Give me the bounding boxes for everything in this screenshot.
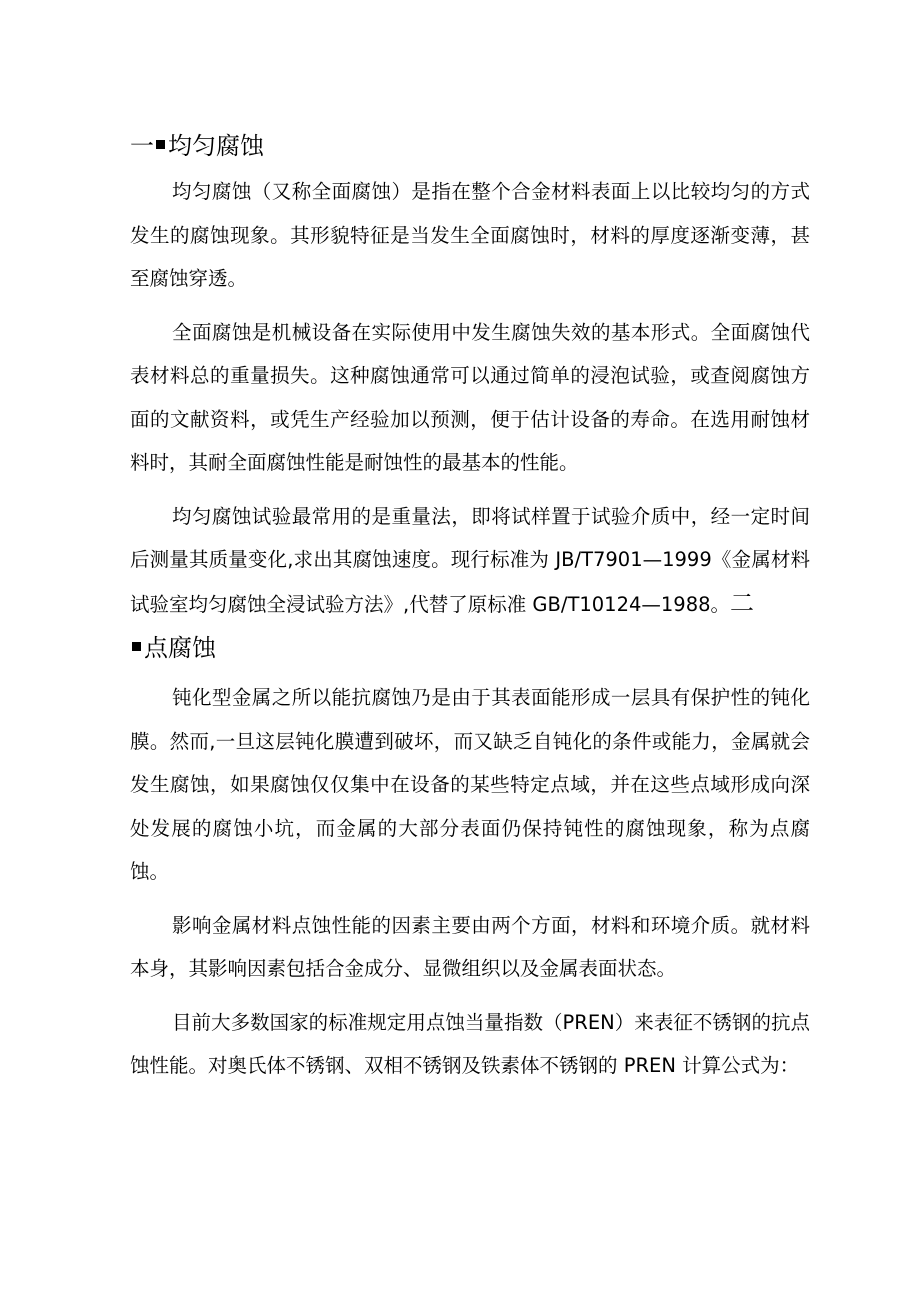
paragraph-uniform-definition: 均匀腐蚀（又称全面腐蚀）是指在整个合金材料表面上以比较均匀的方式发生的腐蚀现象。其形貌特征是当发生全面腐蚀时，材料的厚度逐渐变薄，甚至腐蚀穿透。 — [130, 180, 810, 290]
section-number: 一 — [130, 132, 154, 160]
section-title: 均匀腐蚀 — [168, 132, 264, 160]
section-heading-uniform-corrosion — [130, 124, 810, 168]
section-number-2: 二 — [730, 588, 755, 617]
paragraph-uniform-general: 全面腐蚀是机械设备在实际使用中发生腐蚀失效的基本形式。全面腐蚀代表材料总的重量损失。这种腐蚀通常可以通过简单的浸泡试验，或查阅腐蚀方面的文献资料，或凭生产经验加以预测，便于估计设备的寿命。在选用耐蚀材料时，其耐全面腐蚀性能是耐蚀性的最基本的性能。 — [130, 320, 810, 474]
bullet-square-icon — [132, 642, 141, 651]
paragraph-pitting-factors: 影响金属材料点蚀性能的因素主要由两个方面，材料和环境介质。就材料本身，其影响因素包括合金成分、显微组织以及金属表面状态。 — [130, 913, 810, 980]
section-heading-pitting-corrosion — [130, 626, 810, 670]
section-title: 点腐蚀 — [144, 634, 216, 662]
paragraph-pren: 目前大多数国家的标准规定用点蚀当量指数（PREN）来表征不锈钢的抗点蚀性能。对奥氏体不锈钢、双相不锈钢及铁素体不锈钢的 PREN 计算公式为： — [130, 1010, 810, 1077]
paragraph-pitting-definition: 钝化型金属之所以能抗腐蚀乃是由于其表面能形成一层具有保护性的钝化膜。然而,一旦这层钝化膜遭到破坏，而又缺乏自钝化的条件或能力，金属就会发生腐蚀，如果腐蚀仅仅集中在设备的某些特定点域，并在这些点域形成向深处发展的腐蚀小坑，而金属的大部分表面仍保持钝性的腐蚀现象，称为点腐蚀。 — [130, 686, 810, 883]
bullet-square-icon — [156, 140, 165, 149]
paragraph-text: 均匀腐蚀试验最常用的是重量法，即将试样置于试验介质中，经一定时间后测量其质量变化,求出其腐蚀速度。现行标准为 JB/T7901—1999《金属材料试验室均匀腐蚀全浸试验方法》,代替了原标准 GB/T10124—1988。 — [130, 504, 810, 616]
document-page — [130, 124, 810, 1088]
paragraph-uniform-test — [130, 495, 810, 627]
